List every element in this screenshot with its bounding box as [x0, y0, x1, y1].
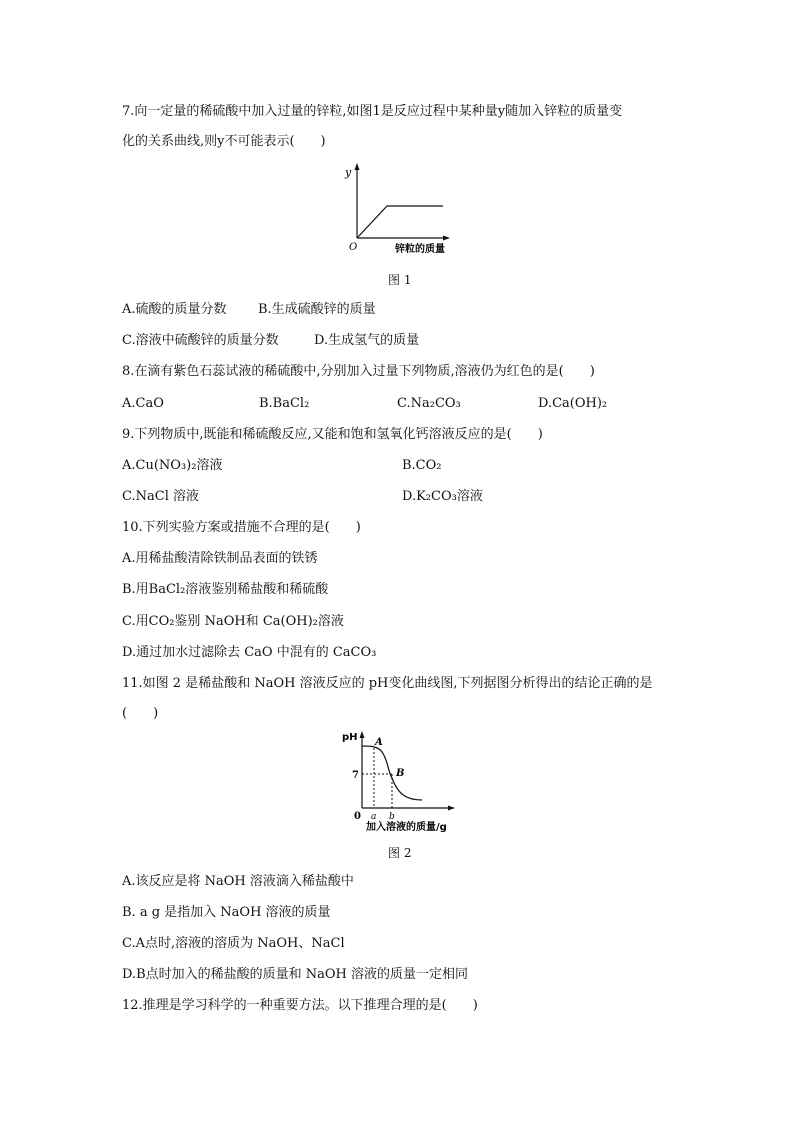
q10-option-d: D.通过加水过滤除去 CaO 中混有的 CaCO₃ — [122, 645, 377, 660]
figure-1-caption: 图 1 — [388, 273, 412, 287]
figure-1-graph — [335, 160, 455, 258]
fig2-point-a-label: A — [375, 737, 383, 748]
fig2-origin-label: 0 — [354, 811, 361, 822]
q8-stem: 8.在滴有紫色石蕊试液的稀硫酸中,分别加入过量下列物质,溶液仍为红色的是( ) — [122, 364, 595, 379]
q11-stem-line1: 11.如图 2 是稀盐酸和 NaOH 溶液反应的 pH变化曲线图,下列据图分析得出的结论正确的是 — [122, 676, 653, 691]
q7-stem-line2: 化的关系曲线,则y不可能表示( ) — [122, 134, 326, 149]
q8-option-d: D.Ca(OH)₂ — [538, 396, 608, 411]
q9-option-c: C.NaCl 溶液 — [122, 489, 199, 504]
fig1-curve — [357, 206, 443, 238]
q8-option-b: B.BaCl₂ — [259, 396, 310, 411]
q12-stem: 12.推理是学习科学的一种重要方法。以下推理合理的是( ) — [122, 998, 478, 1013]
fig2-x-label: 加入溶液的质量/g — [366, 822, 447, 833]
fig1-y-label: y — [345, 166, 352, 179]
q10-stem: 10.下列实验方案或措施不合理的是( ) — [122, 520, 361, 535]
q10-option-b: B.用BaCl₂溶液鉴别稀盐酸和稀硫酸 — [122, 582, 329, 597]
fig2-point-b-label: B — [396, 768, 405, 779]
figure-2-ph-graph — [338, 728, 462, 836]
q10-option-c: C.用CO₂鉴别 NaOH和 Ca(OH)₂溶液 — [122, 614, 344, 629]
fig2-x-arrow — [448, 806, 455, 811]
q8-option-a: A.CaO — [122, 396, 164, 411]
q9-option-b: B.CO₂ — [402, 458, 442, 473]
fig2-x-tick-b: b — [389, 812, 395, 822]
q11-stem-line2: ( ) — [122, 706, 159, 721]
q9-option-d: D.K₂CO₃溶液 — [402, 489, 483, 504]
q11-option-d: D.B点时加入的稀盐酸的质量和 NaOH 溶液的质量一定相同 — [122, 967, 469, 982]
fig2-y-arrow — [360, 731, 365, 738]
q7-option-a: A.硫酸的质量分数 — [122, 302, 227, 317]
q11-option-c: C.A点时,溶液的溶质为 NaOH、NaCl — [122, 936, 345, 951]
q11-option-b: B. a g 是指加入 NaOH 溶液的质量 — [122, 905, 331, 920]
fig1-origin-label: O — [349, 242, 358, 253]
fig1-y-arrow — [355, 163, 360, 170]
fig2-y-label: pH — [342, 732, 358, 743]
fig1-x-arrow — [443, 236, 450, 241]
fig1-x-label: 锌粒的质量 — [395, 244, 445, 255]
q7-option-c: C.溶液中硫酸锌的质量分数 — [122, 333, 279, 348]
q7-stem-line1: 7.向一定量的稀硫酸中加入过量的锌粒,如图1是反应过程中某种量y随加入锌粒的质量变 — [122, 104, 623, 119]
q11-option-a: A.该反应是将 NaOH 溶液滴入稀盐酸中 — [122, 874, 354, 889]
q10-option-a: A.用稀盐酸清除铁制品表面的铁锈 — [122, 551, 318, 566]
q9-stem: 9.下列物质中,既能和稀硫酸反应,又能和饱和氢氧化钙溶液反应的是( ) — [122, 427, 543, 442]
q7-option-d: D.生成氢气的质量 — [314, 333, 420, 348]
figure-2-caption: 图 2 — [388, 846, 412, 860]
q8-option-c: C.Na₂CO₃ — [397, 396, 461, 411]
fig2-y-tick-7: 7 — [352, 770, 359, 781]
q9-option-a: A.Cu(NO₃)₂溶液 — [122, 458, 223, 473]
q7-option-b: B.生成硫酸锌的质量 — [258, 302, 376, 317]
fig2-x-tick-a: a — [371, 812, 377, 822]
